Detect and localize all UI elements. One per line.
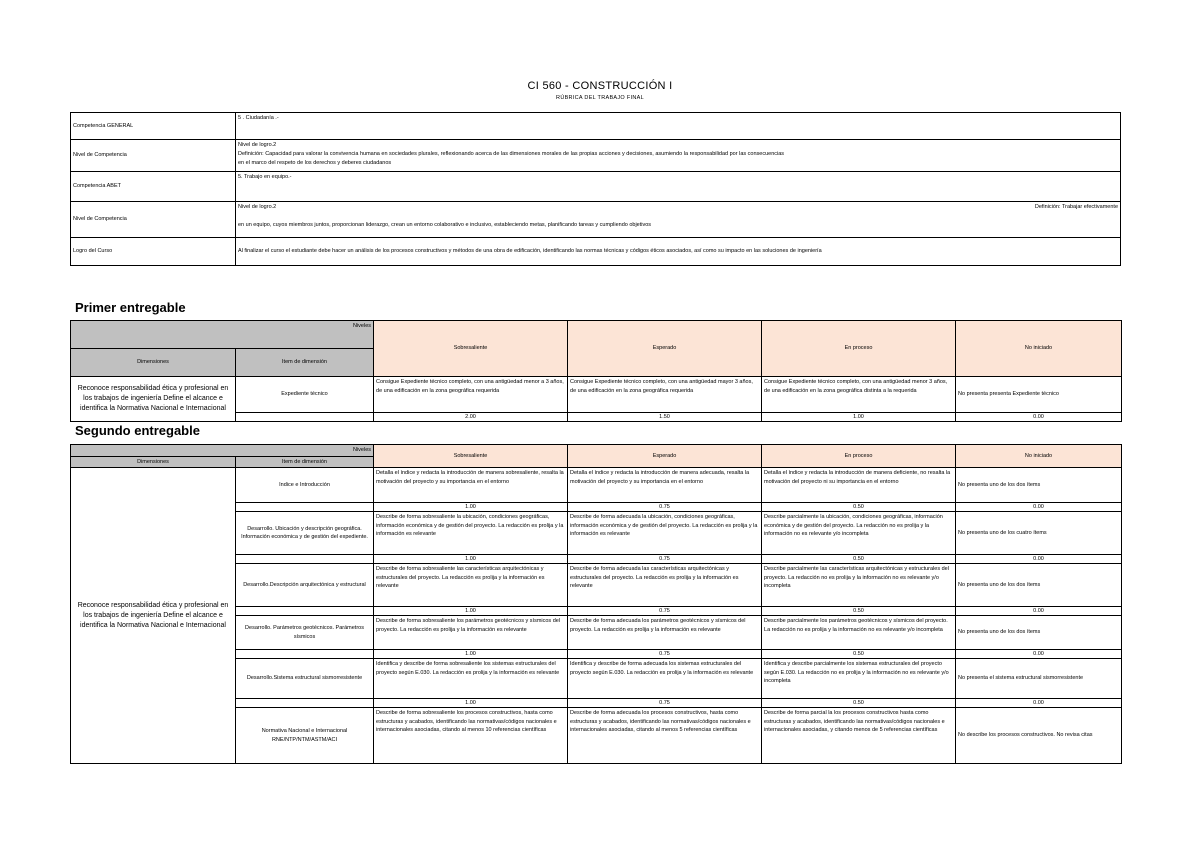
level-header-sobresaliente: Sobresaliente	[374, 445, 568, 468]
criterion-cell: Describe de forma sobresaliente los parámetros geotécnicos y sísmicos del proyecto. La redacción es prolija y la información es relevante	[374, 616, 568, 650]
dimensiones-header: Dimensiones	[71, 456, 236, 468]
item-cell: Desarrollo. Ubicación y descripción geográfica. Información económica y de gestión del expediente.	[236, 512, 374, 555]
score-cell: 1.00	[762, 413, 956, 422]
item-score-spacer	[236, 607, 374, 616]
criterion-cell: Describe parcialmente las características arquitectónicas y estructurales del proyecto. La redacción no es prolija y la información no es relevante y/o incompleta	[762, 564, 956, 607]
score-cell: 1.00	[374, 699, 568, 708]
logro-value: Al finalizar el curso el estudiante debe hacer un análisis de los procesos constructivos y métodos de una obra de edificación, identificando las normas técnicas y códigos éticos asociados, así como su impacto en las soluciones de ingeniería	[236, 238, 1121, 266]
score-cell: 0.00	[956, 503, 1122, 512]
item-cell: Expediente técnico	[236, 377, 374, 413]
criterion-cell: Consigue Expediente técnico completo, con una antigüedad mayor 3 años, de una edificación en la zona geográfica requerida	[568, 377, 762, 413]
nivel-value-1	[236, 140, 1121, 172]
level-header-esperado: Esperado	[568, 321, 762, 377]
document-title: CI 560 - CONSTRUCCIÓN I	[527, 80, 673, 92]
item-cell: Desarrollo.Sistema estructural sismorresistente	[236, 659, 374, 699]
criterion-cell: Detalla el índice y redacta la introducción de manera adecuada, resalta la motivación del proyecto y su importancia en el entorno	[568, 468, 762, 503]
score-cell: 0.00	[956, 555, 1122, 564]
score-cell: 1.00	[374, 607, 568, 616]
score-cell: 0.75	[568, 650, 762, 659]
rubric-primer	[70, 320, 1122, 422]
level-header-esperado: Esperado	[568, 445, 762, 468]
score-cell: 1.00	[374, 503, 568, 512]
dimensiones-header: Dimensiones	[71, 349, 236, 377]
item-header: Item de dimensión	[236, 349, 374, 377]
criterion-cell: Describe de forma adecuada las características arquitectónicas y estructurales del proyecto. La redacción es prolija y la información es relevante	[568, 564, 762, 607]
criterion-cell: Describe de forma parcial la los procesos constructivos hasta como estructuras y acabados, identificando las normativas/códigos nacionales e internacionales asociadas, y citando menos de 5 referencias científicas	[762, 708, 956, 764]
general-value: 5 . Ciudadanía .-	[236, 113, 1121, 140]
criterion-cell: Describe de forma sobresaliente los procesos constructivos, hasta como estructuras y acabados, identificando las normativas/códigos nacionales e internacionales asociadas, citando al menos 10 referencias científicas	[374, 708, 568, 764]
abet-label: Competencia ABET	[71, 172, 236, 202]
item-score-spacer	[236, 699, 374, 708]
criterion-cell: Describe de forma sobresaliente la ubicación, condiciones geográficas, información económica y de gestión del proyecto. La redacción es prolija y la información es relevante	[374, 512, 568, 555]
rubric-segundo	[70, 444, 1122, 764]
item-cell: Desarrollo.Descripción arquitectónica y estructural	[236, 564, 374, 607]
score-cell: 0.00	[956, 607, 1122, 616]
level-header-no-iniciado: No iniciado	[956, 321, 1122, 377]
criterion-cell: No presenta uno de los dos ítems	[956, 468, 1122, 503]
score-cell: 0.50	[762, 699, 956, 708]
nivel-label-1: Nivel de Competencia	[71, 140, 236, 172]
criterion-cell: No presenta presenta Expediente técnico	[956, 377, 1122, 413]
score-cell: 1.00	[374, 555, 568, 564]
dimension-cell: Reconoce responsabilidad ética y profesional en los trabajos de ingeniería Define el alcance e identifica la Normativa Nacional e Internacional	[71, 377, 236, 422]
criterion-cell: Detalla el índice y redacta la introducción de manera sobresaliente, resalta la motivación del proyecto y su importancia en el entorno	[374, 468, 568, 503]
primer-title: Primer entregable	[75, 300, 186, 315]
niveles-header: Niveles	[71, 321, 374, 349]
item-score-spacer	[236, 413, 374, 422]
criterion-cell: No presenta uno de los dos ítems	[956, 564, 1122, 607]
nivel-2-line-2: en un equipo, cuyos miembros juntos, proporcionan liderazgo, crean un entorno colaborativo e inclusivo, estableciendo metas, planificando tareas y cumpliendo objetivos	[238, 222, 652, 228]
criterion-cell: Describe de forma adecuada los parámetros geotécnicos y sísmicos del proyecto. La redacción es prolija y la información es relevante	[568, 616, 762, 650]
nivel-2-right: Definición: Trabajar efectivamente	[1034, 204, 1118, 210]
score-cell: 0.75	[568, 503, 762, 512]
level-header-en-proceso: En proceso	[762, 321, 956, 377]
competency-table	[70, 112, 1121, 266]
criterion-cell: No describe los procesos constructivos. No revisa citas	[956, 708, 1122, 764]
logro-label: Logro del Curso	[71, 238, 236, 266]
score-cell: 0.75	[568, 699, 762, 708]
criterion-cell: No presenta uno de los dos ítems	[956, 616, 1122, 650]
nivel-2-logro: Nivel de logro.2	[238, 204, 277, 210]
score-cell: 2.00	[374, 413, 568, 422]
criterion-cell: Identifica y describe parcialmente los sistemas estructurales del proyecto según E.030. La redacción no es prolija y la información no es relevante y/o incompleta	[762, 659, 956, 699]
item-score-spacer	[236, 650, 374, 659]
item-cell: Normativa Nacional e Internacional RNE/NTP/NTM/ASTM/ACI	[236, 708, 374, 764]
level-header-no-iniciado: No iniciado	[956, 445, 1122, 468]
criterion-cell: Describe de forma adecuada la ubicación, condiciones geográficas, información económica y de gestión del proyecto. La redacción es prolija y la información es relevante	[568, 512, 762, 555]
item-header: Item de dimensión	[236, 456, 374, 468]
criterion-cell: Identifica y describe de forma adecuada los sistemas estructurales del proyecto según E.030. La redacción es prolija y la información es relevante	[568, 659, 762, 699]
abet-value: 5. Trabajo en equipo.-	[236, 172, 1121, 202]
criterion-cell: Identifica y describe de forma sobresaliente los sistemas estructurales del proyecto según E.030. La redacción es prolija y la información es relevante	[374, 659, 568, 699]
score-cell: 0.50	[762, 555, 956, 564]
criterion-cell: Describe parcialmente la ubicación, condiciones geográficas, información económica y de gestión del proyecto. La redacción no es prolija y la información no es relevante y/o incompleta	[762, 512, 956, 555]
criterion-cell: Detalla el índice y redacta la introducción de manera deficiente, no resalta la motivación del proyecto ni su importancia en el entorno	[762, 468, 956, 503]
segundo-title: Segundo entregable	[75, 423, 200, 438]
criterion-cell: No presenta el sistema estructural sismorresistente	[956, 659, 1122, 699]
criterion-cell: No presenta uno de los cuatro ítems	[956, 512, 1122, 555]
general-label: Competencia GENERAL	[71, 113, 236, 140]
score-cell: 0.00	[956, 413, 1122, 422]
score-cell: 0.75	[568, 607, 762, 616]
level-header-en-proceso: En proceso	[762, 445, 956, 468]
score-cell: 0.50	[762, 503, 956, 512]
score-cell: 0.75	[568, 555, 762, 564]
item-score-spacer	[236, 503, 374, 512]
item-cell: Indice e Introducción	[236, 468, 374, 503]
score-cell: 0.00	[956, 699, 1122, 708]
score-cell: 1.50	[568, 413, 762, 422]
level-header-sobresaliente: Sobresaliente	[374, 321, 568, 377]
criterion-cell: Describe de forma adecuada los procesos constructivos, hasta como estructuras y acabados, identificando las normativas/códigos nacionales e internacionales asociadas, citando al menos 5 referencias científicas	[568, 708, 762, 764]
criterion-cell: Describe de forma sobresaliente las características arquitectónicas y estructurales del proyecto. La redacción es prolija y la información es relevante	[374, 564, 568, 607]
niveles-header: Niveles	[71, 445, 374, 457]
item-score-spacer	[236, 555, 374, 564]
score-cell: 0.00	[956, 650, 1122, 659]
nivel-2-line-1	[238, 203, 1118, 212]
nivel-1-line-1: Nivel de logro.2	[238, 142, 277, 148]
criterion-cell: Describe parcialmente los parámetros geotécnicos y sísmicos del proyecto. La redacción no es prolija y la información no es relevante y/o incompleta	[762, 616, 956, 650]
document-subtitle: RÚBRICA DEL TRABAJO FINAL	[556, 95, 644, 101]
nivel-value-2	[236, 202, 1121, 238]
criterion-cell: Consigue Expediente técnico completo, con una antigüedad menor 3 años, de una edificación en la zona geográfica distinta a la requerida	[762, 377, 956, 413]
score-cell: 0.50	[762, 607, 956, 616]
nivel-1-line-2: Definición: Capacidad para valorar la convivencia humana en sociedades plurales, reflexionando acerca de las dimensiones morales de las propias acciones y decisiones, asumiendo la responsabilidad por las consecuencias	[238, 151, 785, 157]
score-cell: 1.00	[374, 650, 568, 659]
nivel-label-2: Nivel de Competencia	[71, 202, 236, 238]
criterion-cell: Consigue Expediente técnico completo, con una antigüedad menor a 3 años, de una edificación en la zona geográfica requerida	[374, 377, 568, 413]
dimension-cell: Reconoce responsabilidad ética y profesional en los trabajos de ingeniería Define el alcance e identifica la Normativa Nacional e Internacional	[71, 468, 236, 764]
nivel-1-line-3: en el marco del respeto de los derechos y deberes ciudadanos	[238, 160, 392, 166]
item-cell: Desarrollo. Parámetros geotécnicos. Parámetros sísmicos	[236, 616, 374, 650]
score-cell: 0.50	[762, 650, 956, 659]
